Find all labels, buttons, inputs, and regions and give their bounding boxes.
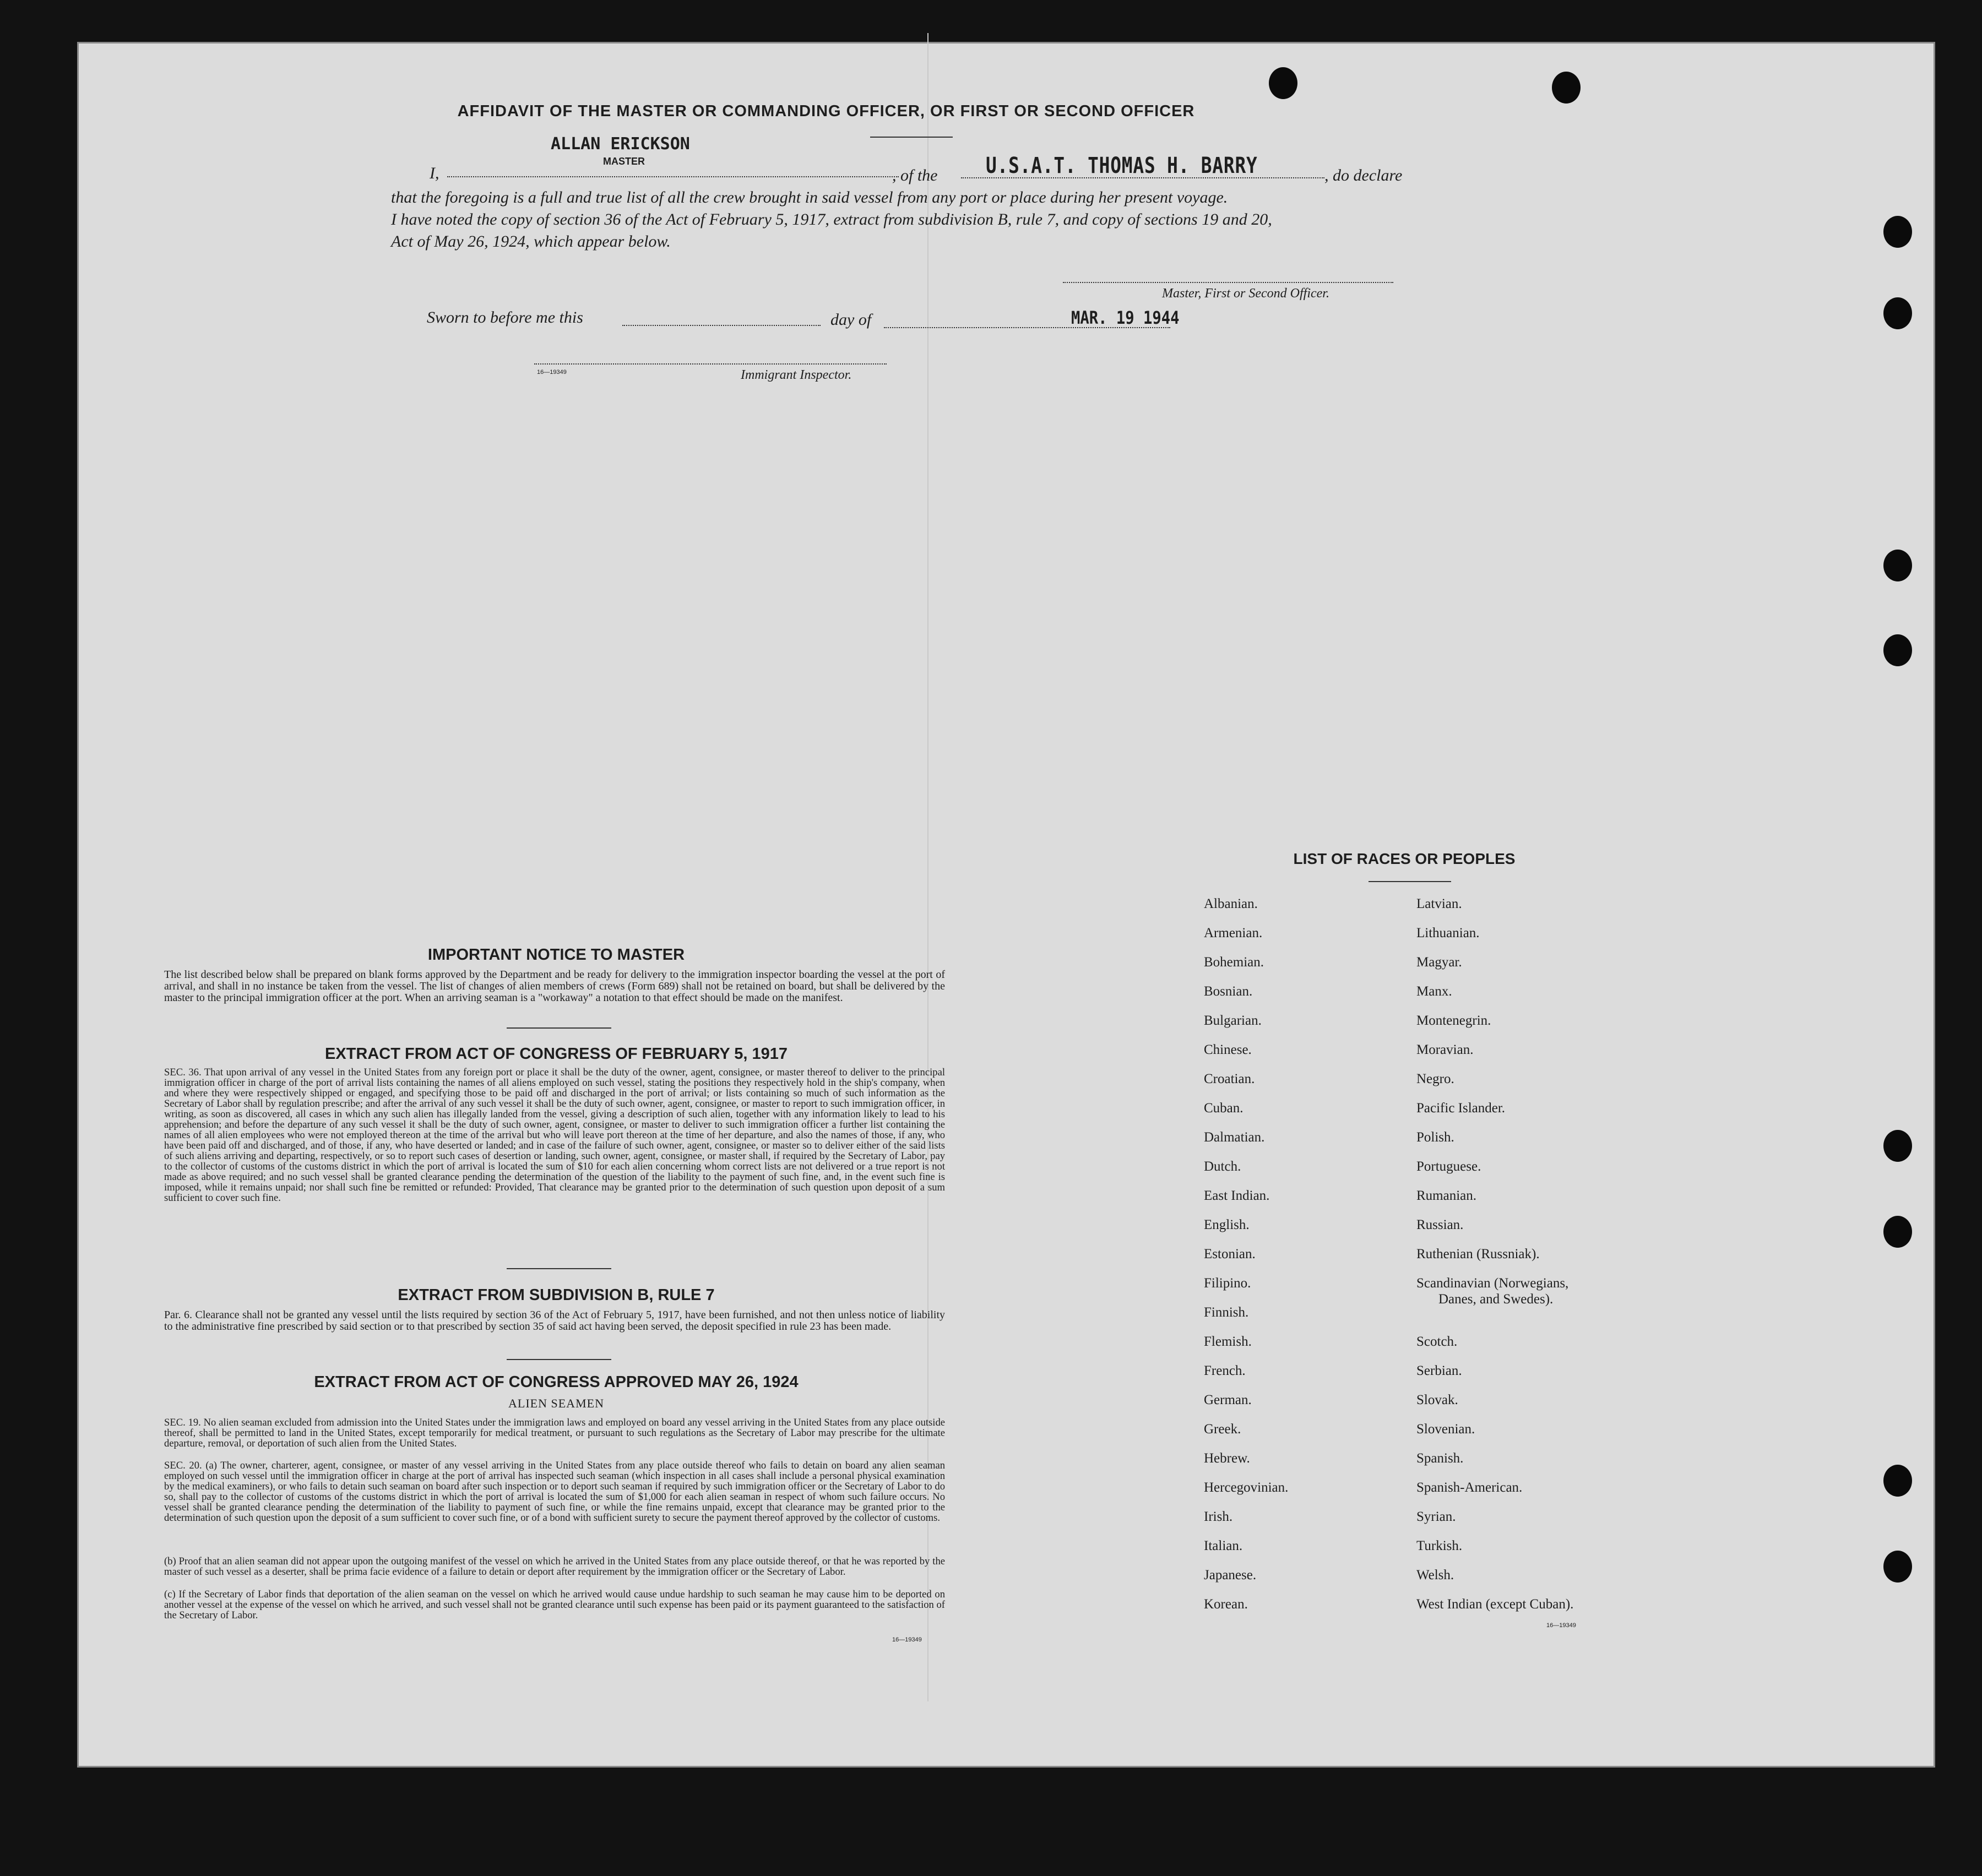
race-item: Moravian. [1416, 1042, 1474, 1057]
race-item: Cuban. [1204, 1101, 1243, 1116]
sworn-day-line [622, 325, 821, 326]
form-number: 16—19349 [1546, 1622, 1576, 1629]
extract-1924-subtitle: ALIEN SEAMEN [508, 1396, 604, 1410]
race-item: Manx. [1416, 984, 1452, 999]
sworn-label: Sworn to before me this [427, 308, 583, 327]
extract-1924-sec19: SEC. 19. No alien seaman excluded from admission into the United States under the immigration laws and employed on board any vessel arriving in the United States from any place outside thereof, shall be permitted to land in the United States, except temporarily for medical treatment, or pursuant to such regulations as the Secretary of Labor may prescribe for the ultimate departure, removal, or deportation of such alien from the United States. [164, 1417, 945, 1449]
race-item: French. [1204, 1363, 1246, 1378]
divider [507, 1359, 611, 1360]
race-item: Russian. [1416, 1217, 1464, 1232]
race-item: East Indian. [1204, 1188, 1270, 1203]
race-item: Slovak. [1416, 1393, 1458, 1407]
inspector-line [534, 363, 887, 365]
race-item: Greek. [1204, 1422, 1241, 1437]
race-item: Finnish. [1204, 1305, 1249, 1320]
race-item: German. [1204, 1393, 1252, 1407]
race-item: Albanian. [1204, 896, 1258, 911]
punch-hole [1883, 216, 1912, 248]
page-fold [927, 33, 928, 1701]
divider [507, 1268, 611, 1269]
race-item: Montenegrin. [1416, 1013, 1491, 1028]
race-item: Danes, and Swedes). [1438, 1292, 1554, 1307]
punch-hole [1883, 1551, 1912, 1583]
vessel-name: U.S.A.T. THOMAS H. BARRY [986, 153, 1258, 178]
race-item: Portuguese. [1416, 1159, 1481, 1174]
form-number: 16—19349 [537, 369, 567, 376]
form-number: 16—19349 [892, 1636, 922, 1643]
punch-hole [1552, 72, 1581, 104]
declarant-prefix: I, [430, 164, 439, 182]
race-item: Korean. [1204, 1597, 1248, 1612]
declarant-name: ALLAN ERICKSON [551, 134, 690, 154]
declaration-line-2: I have noted the copy of section 36 of the Act of February 5, 1917, extract from subdivision B, rule 7, and copy of sections 19 and 20, [391, 210, 1272, 229]
declaration-line-3: Act of May 26, 1924, which appear below. [391, 232, 671, 251]
notice-body: The list described below shall be prepared on blank forms approved by the Department and be ready for delivery to the immigration inspector boarding the vessel at the port of arrival, and shall in no instance be taken from the vessel. The list of changes of alien members of crews (Form 689) shall not be retained on board, but shall be delivered by the master to the principal immigration officer at the port. When an arriving seaman is a "workaway" a notation to that effect should be made on the manifest. [164, 969, 945, 1004]
declarant-line [447, 176, 899, 177]
divider [1369, 881, 1451, 882]
race-item: Polish. [1416, 1130, 1454, 1145]
declaration-line-1: that the foregoing is a full and true list of all the crew brought in said vessel from any port or place during her present voyage. [391, 188, 1228, 206]
race-item: Lithuanian. [1416, 926, 1480, 940]
race-item: Bohemian. [1204, 955, 1264, 970]
extract-1924-sec20b: (b) Proof that an alien seaman did not appear upon the outgoing manifest of the vessel on which he arrived in the United States from any place outside thereof, or that he was reported by the master of such vessel as a deserter, shall be prima facie evidence of a failure to detain or deport after requirement by the immigration officer or the Secretary of Labor. [164, 1556, 945, 1578]
extract-1917-title: EXTRACT FROM ACT OF CONGRESS OF FEBRUARY 5, 1917 [324, 1045, 788, 1063]
race-item: Syrian. [1416, 1509, 1456, 1524]
signature-caption: Master, First or Second Officer. [1162, 286, 1329, 301]
race-item: Filipino. [1204, 1276, 1251, 1291]
race-item: Chinese. [1204, 1042, 1252, 1057]
race-item: Serbian. [1416, 1363, 1462, 1378]
punch-hole [1883, 1216, 1912, 1248]
race-item: Japanese. [1204, 1568, 1257, 1583]
race-item: Armenian. [1204, 926, 1263, 940]
extract-1924-title: EXTRACT FROM ACT OF CONGRESS APPROVED MAY 26, 1924 [314, 1373, 799, 1391]
punch-hole [1883, 1130, 1912, 1162]
divider [870, 137, 953, 138]
race-item: Negro. [1416, 1072, 1454, 1086]
punch-hole [1883, 550, 1912, 581]
race-item: West Indian (except Cuban). [1416, 1597, 1574, 1612]
extract-rule7-title: EXTRACT FROM SUBDIVISION B, RULE 7 [398, 1286, 715, 1304]
race-item: Scandinavian (Norwegians, [1416, 1276, 1569, 1291]
race-item: Bosnian. [1204, 984, 1253, 999]
extract-1924-sec20c: (c) If the Secretary of Labor finds that deportation of the alien seaman on the vessel on which he arrived would cause undue hardship to such seaman he may cause him to be deported on another vessel at the expense of the vessel on which he arrived, and such vessel shall not be granted clearance until such expense has been paid or its payment guaranteed to the satisfaction of the Secretary of Labor. [164, 1589, 945, 1621]
race-item: Spanish-American. [1416, 1480, 1523, 1495]
of-the-label: , of the [892, 166, 938, 184]
affidavit-title: AFFIDAVIT OF THE MASTER OR COMMANDING OFFICER, OR FIRST OR SECOND OFFICER [457, 102, 1195, 120]
race-item: Magyar. [1416, 955, 1462, 970]
race-item: Hercegovinian. [1204, 1480, 1289, 1495]
race-item: Italian. [1204, 1538, 1243, 1553]
race-item: Hebrew. [1204, 1451, 1250, 1466]
notice-title: IMPORTANT NOTICE TO MASTER [427, 946, 685, 964]
punch-hole [1883, 297, 1912, 329]
race-item: Estonian. [1204, 1247, 1256, 1261]
race-item: Turkish. [1416, 1538, 1463, 1553]
race-item: Spanish. [1416, 1451, 1464, 1466]
races-title: LIST OF RACES OR PEOPLES [1293, 850, 1516, 867]
extract-1924-sec20a: SEC. 20. (a) The owner, charterer, agent, consignee, or master of any vessel arriving in the United States from any place outside thereof who fails to detain on board any alien seaman employed on such vessel until the immigration officer in charge at the port of arrival has inspected such seaman (which inspection in all cases shall include a personal physical examination by the medical examiners), or who fails to detain such seaman on board after such inspection or to deport such seaman if required by such immigration officer or the Secretary of Labor to do so, shall pay to the collector of customs of the customs district in which the port of arrival is located the sum of $1,000 for each alien seaman in respect of whom such failure occurs. No vessel shall be granted clearance pending the determination of the liability to payment of such fine, or while the fine remains unpaid, except that clearance may be granted prior to the determination of such question upon the deposit of a sum sufficient to cover such fine, or of a bond with sufficient surety to secure the payment thereof approved by the collector of customs. [164, 1460, 945, 1524]
punch-hole [1883, 634, 1912, 666]
declare-label: , do declare [1324, 166, 1403, 184]
race-item: Flemish. [1204, 1334, 1252, 1349]
divider [507, 1027, 611, 1029]
race-item: Dalmatian. [1204, 1130, 1265, 1145]
extract-1917-body: SEC. 36. That upon arrival of any vessel in the United States from any foreign port or place it shall be the duty of the owner, agent, consignee, or master thereof to deliver to the principal immigration officer in charge of the port of arrival lists containing the names of all aliens employed on such vessel, stating the positions they respectively hold in the ship's company, when and where they were respectively shipped or engaged, and specifying those to be paid off and discharged in the port of arrival; or lists containing so much of such information as the Secretary of Labor shall by regulation prescribe; and after the arrival of any such vessel it shall be the duty of such owner, agent, consignee, or master to report to such immigration officer, in writing, as soon as discovered, all cases in which any such alien has illegally landed from the vessel, giving a description of such alien, together with any information likely to lead to his apprehension; and before the departure of any such vessel it shall be the duty of such owner, agent, consignee, or master to deliver to such immigration officer a further list containing the names of all alien employees who were not employed thereon at the time of the arrival but who will leave port thereon at the time of her departure, and also the names of those, if any, who have been paid off and discharged, and of those, if any, who have deserted or landed; and in case of the failure of such owner, agent, consignee, or master so to deliver either of the said lists of such aliens arriving and departing, respectively, or so to report such cases of desertion or landing, such owner, agent, consignee, or master shall, if required by the Secretary of Labor, pay to the collector of customs of the customs district in which the port of arrival is located the sum of $10 for each alien concerning whom correct lists are not delivered or a true report is not made as above required; and no such vessel shall be granted clearance pending the determination of the question of the liability to the payment of such fine, and, in the event such fine is imposed, while it remains unpaid; nor shall such fine be remitted or refunded: Provided, That clearance may be granted prior to the determination of such question upon deposit of a sum sufficient to cover such fine. [164, 1067, 945, 1204]
race-item: Latvian. [1416, 896, 1462, 911]
race-item: Rumanian. [1416, 1188, 1477, 1203]
inspector-caption: Immigrant Inspector. [741, 368, 852, 382]
punch-hole [1269, 67, 1297, 99]
punch-hole [1883, 1465, 1912, 1497]
sworn-date: MAR. 19 1944 [1071, 307, 1180, 328]
signature-line [1063, 282, 1393, 283]
race-item: Irish. [1204, 1509, 1233, 1524]
day-of-label: day of [830, 311, 872, 329]
declarant-rank: MASTER [603, 156, 645, 167]
race-item: Croatian. [1204, 1072, 1255, 1086]
race-item: English. [1204, 1217, 1250, 1232]
extract-rule7-body: Par. 6. Clearance shall not be granted any vessel until the lists required by section 36 of the Act of February 5, 1917, have been furnished, and not then unless notice of liability to the administrative fine prescribed by said section or to that prescribed by section 35 of said act having been served, the deposit specified in rule 23 has been made. [164, 1309, 945, 1333]
race-item: Slovenian. [1416, 1422, 1475, 1437]
race-item: Bulgarian. [1204, 1013, 1262, 1028]
race-item: Welsh. [1416, 1568, 1454, 1583]
race-item: Ruthenian (Russniak). [1416, 1247, 1540, 1261]
race-item: Scotch. [1416, 1334, 1458, 1349]
race-item: Dutch. [1204, 1159, 1241, 1174]
race-item: Pacific Islander. [1416, 1101, 1506, 1116]
